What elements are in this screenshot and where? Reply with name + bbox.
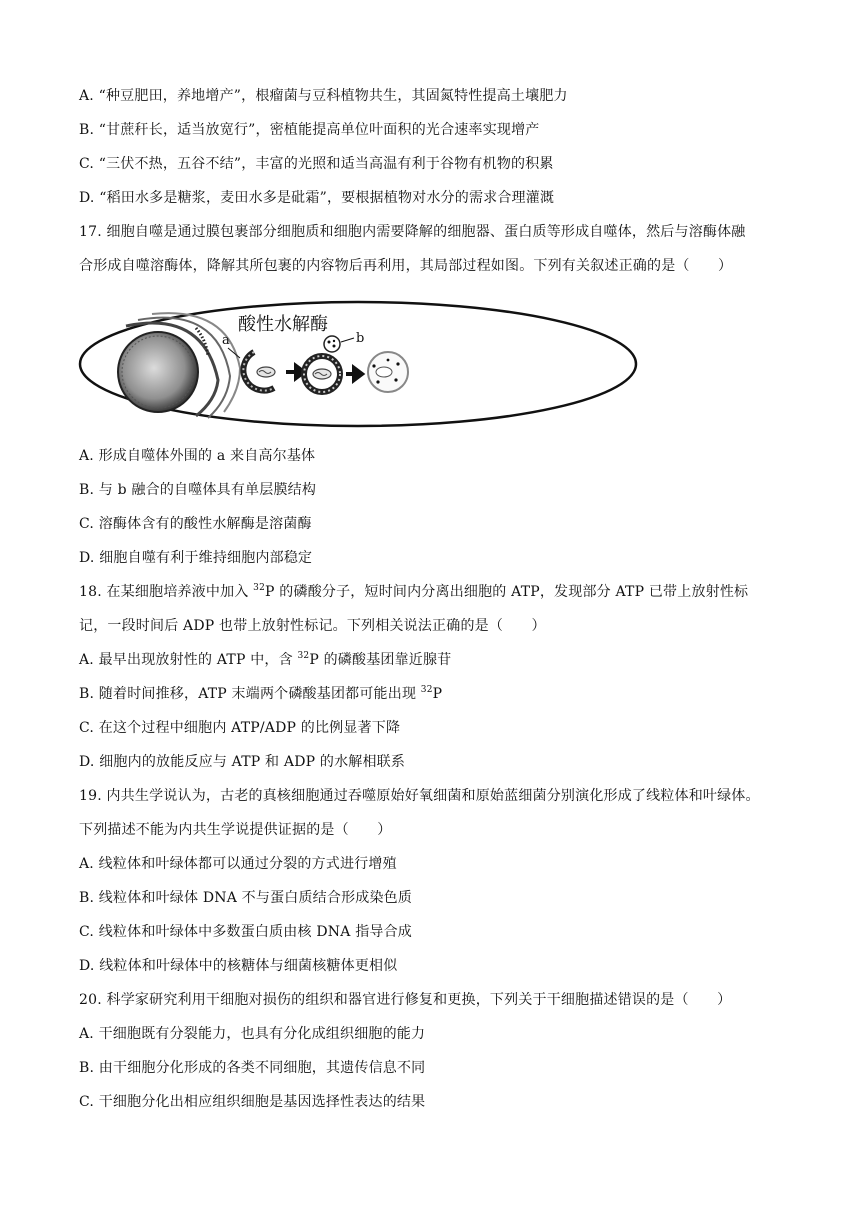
q17-option-d: D. 细胞自噬有利于维持细胞内部稳定 [79, 550, 313, 566]
autophagy-diagram [78, 300, 638, 428]
q17-stem-line1: 17. 细胞自噬是通过膜包裹部分细胞质和细胞内需要降解的细胞器、蛋白质等形成自噬体，然后与溶酶体融 [79, 224, 746, 240]
q19-option-a: A. 线粒体和叶绿体都可以通过分裂的方式进行增殖 [79, 856, 397, 872]
q17-stem-line2: 合形成自噬溶酶体，降解其所包裹的内容物后再利用，其局部过程如图。下列有关叙述正确的是（ ） [79, 258, 733, 274]
q16-option-a: A. “种豆肥田，养地增产”，根瘤菌与豆科植物共生，其固氮特性提高土壤肥力 [79, 88, 568, 104]
q16-option-c: C. “三伏不热，五谷不结”，丰富的光照和适当高温有利于谷物有机物的积累 [79, 156, 554, 172]
q17-option-a: A. 形成自噬体外围的 a 来自高尔基体 [79, 448, 316, 464]
q16-option-b: B. “甘蔗秆长，适当放宽行”，密植能提高单位叶面积的光合速率实现增产 [79, 122, 540, 138]
q18-stem-line1: 18. 在某细胞培养液中加入 $^{32}$P 的磷酸分子，短时间内分离出细胞的 ATP，发现部分 ATP 已带上放射性标 [79, 583, 749, 600]
q20-option-c: C. 干细胞分化出相应组织细胞是基因选择性表达的结果 [79, 1094, 426, 1110]
nucleus [118, 332, 198, 412]
q18-option-b: B. 随着时间推移，ATP 末端两个磷酸基团都可能出现 $^{32}$P [79, 685, 443, 702]
q17-option-b: B. 与 b 融合的自噬体具有单层膜结构 [79, 482, 317, 498]
q18-stem-line2: 记，一段时间后 ADP 也带上放射性标记。下列相关说法正确的是（ ） [79, 618, 546, 634]
q19-stem-line1: 19. 内共生学说认为，古老的真核细胞通过吞噬原始好氧细菌和原始蓝细菌分别演化形成了线粒体和叶绿体。 [79, 788, 760, 804]
q17-option-c: C. 溶酶体含有的酸性水解酶是溶菌酶 [79, 516, 312, 532]
arrow-2 [346, 368, 362, 380]
q20-option-a: A. 干细胞既有分裂能力，也具有分化成组织细胞的能力 [79, 1026, 426, 1042]
q18-option-a: A. 最早出现放射性的 ATP 中，含 $^{32}$P 的磷酸基团靠近腺苷 [79, 651, 452, 668]
q19-option-c: C. 线粒体和叶绿体中多数蛋白质由核 DNA 指导合成 [79, 924, 412, 940]
q16-option-d: D. “稻田水多是糖浆，麦田水多是砒霜”，要根据植物对水分的需求合理灌溉 [79, 190, 555, 206]
q19-option-d: D. 线粒体和叶绿体中的核糖体与细菌核糖体更相似 [79, 958, 398, 974]
q19-stem-line2: 下列描述不能为内共生学说提供证据的是（ ） [79, 822, 392, 838]
label-acid-hydrolase: 酸性水解酶 [238, 314, 328, 335]
label-a: a [222, 333, 230, 348]
q19-option-b: B. 线粒体和叶绿体 DNA 不与蛋白质结合形成染色质 [79, 890, 413, 906]
q18-option-d: D. 细胞内的放能反应与 ATP 和 ADP 的水解相联系 [79, 754, 406, 770]
q20-option-b: B. 由干细胞分化形成的各类不同细胞，其遗传信息不同 [79, 1060, 426, 1076]
label-b: b [356, 331, 365, 346]
q18-option-c: C. 在这个过程中细胞内 ATP/ADP 的比例显著下降 [79, 720, 401, 736]
lysosome-b [324, 336, 340, 352]
q20-stem-line1: 20. 科学家研究利用干细胞对损伤的组织和器官进行修复和更换，下列关于干细胞描述错误的是（ ） [79, 992, 732, 1008]
